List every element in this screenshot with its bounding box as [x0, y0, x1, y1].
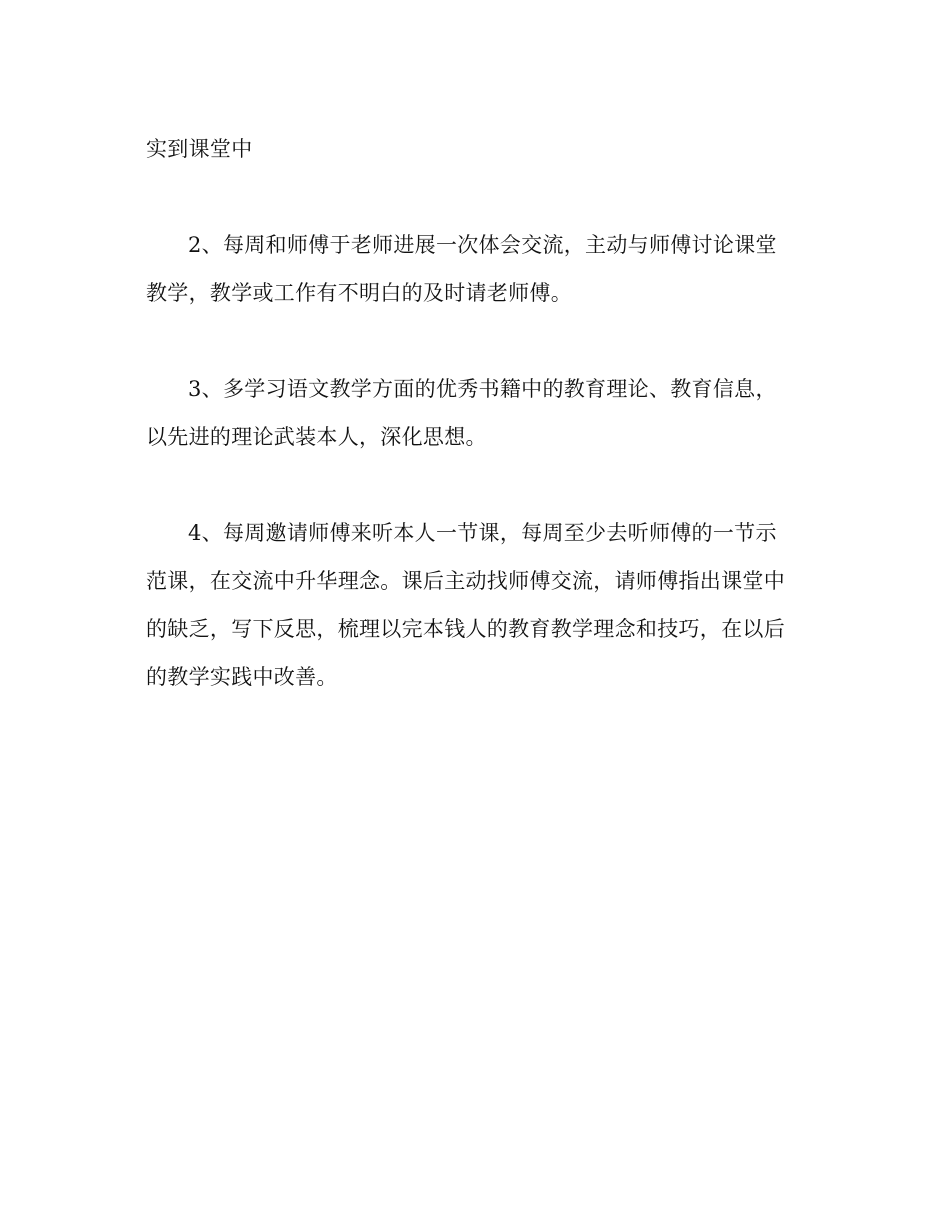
paragraph-item-2	[146, 221, 806, 317]
text-line: 4、每周邀请师傅来听本人一节课，每周至少去听师傅的一节示	[188, 521, 777, 545]
text-line: 范课，在交流中升华理念。课后主动找师傅交流，请师傅指出课堂中	[146, 569, 785, 593]
text-line: 3、多学习语文教学方面的优秀书籍中的教育理论、教育信息，	[188, 377, 777, 401]
text-line: 教学，教学或工作有不明白的及时请老师傅。	[146, 281, 572, 305]
text-line: 的缺乏，写下反思，梳理以完本钱人的教育教学理念和技巧，在以后	[146, 617, 785, 641]
text-line: 以先进的理论武装本人，深化思想。	[146, 425, 487, 449]
text-line: 实到课堂中	[146, 137, 253, 161]
text-line: 2、每周和师傅于老师进展一次体会交流，主动与师傅讨论课堂	[188, 233, 777, 257]
document-body	[146, 125, 806, 749]
text-line: 的教学实践中改善。	[146, 665, 338, 689]
paragraph-continuation	[146, 125, 806, 173]
paragraph-item-4	[146, 509, 806, 701]
paragraph-item-3	[146, 365, 806, 461]
